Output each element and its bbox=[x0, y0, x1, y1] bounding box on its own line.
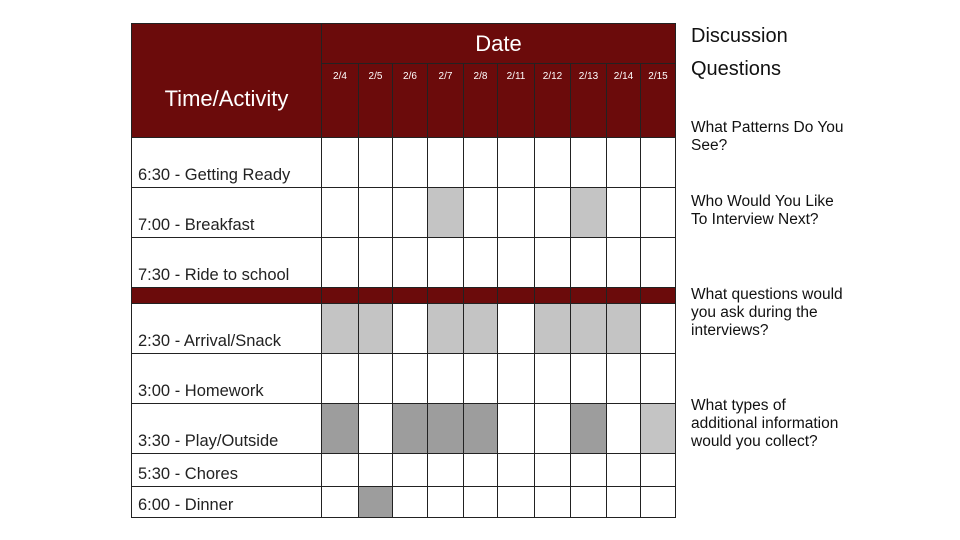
schedule-cell bbox=[607, 138, 641, 188]
schedule-cell bbox=[571, 487, 607, 518]
schedule-cell bbox=[322, 404, 359, 454]
schedule-cell bbox=[571, 238, 607, 288]
table-row bbox=[132, 138, 676, 188]
activity-label: 7:00 - Breakfast bbox=[132, 188, 322, 238]
time-activity-header: Time/Activity bbox=[132, 24, 322, 138]
schedule-cell bbox=[359, 487, 393, 518]
schedule-cell bbox=[359, 354, 393, 404]
schedule-cell bbox=[641, 304, 676, 354]
table-row bbox=[132, 487, 676, 518]
separator-cell bbox=[428, 288, 464, 304]
question-item: Who Would You Like To Interview Next? bbox=[691, 193, 834, 228]
schedule-cell bbox=[393, 354, 428, 404]
separator-cell bbox=[607, 288, 641, 304]
schedule-cell bbox=[322, 454, 359, 487]
schedule-cell bbox=[641, 188, 676, 238]
schedule-cell bbox=[607, 188, 641, 238]
schedule-cell bbox=[428, 138, 464, 188]
schedule-cell bbox=[322, 188, 359, 238]
schedule-cell bbox=[393, 138, 428, 188]
discussion-title-line-2: Questions bbox=[691, 58, 782, 80]
date-column-header: 2/14 bbox=[607, 64, 641, 138]
schedule-cell bbox=[607, 404, 641, 454]
schedule-cell bbox=[359, 238, 393, 288]
schedule-cell bbox=[498, 454, 535, 487]
schedule-cell bbox=[641, 487, 676, 518]
date-column-header: 2/5 bbox=[359, 64, 393, 138]
schedule-cell bbox=[322, 138, 359, 188]
schedule-cell bbox=[571, 454, 607, 487]
schedule-cell bbox=[464, 454, 498, 487]
schedule-cell bbox=[322, 487, 359, 518]
schedule-cell bbox=[535, 454, 571, 487]
schedule-cell bbox=[428, 354, 464, 404]
table-row bbox=[132, 188, 676, 238]
date-column-header: 2/4 bbox=[322, 64, 359, 138]
separator-cell bbox=[571, 288, 607, 304]
schedule-cell bbox=[464, 354, 498, 404]
date-column-header: 2/13 bbox=[571, 64, 607, 138]
schedule-cell bbox=[498, 487, 535, 518]
schedule-cell bbox=[428, 454, 464, 487]
schedule-cell bbox=[498, 138, 535, 188]
schedule-cell bbox=[498, 304, 535, 354]
schedule-cell bbox=[359, 304, 393, 354]
schedule-cell bbox=[393, 454, 428, 487]
schedule-cell bbox=[464, 304, 498, 354]
schedule-cell bbox=[464, 487, 498, 518]
table-row bbox=[132, 238, 676, 288]
schedule-cell bbox=[359, 188, 393, 238]
schedule-cell bbox=[359, 138, 393, 188]
date-column-header: 2/12 bbox=[535, 64, 571, 138]
schedule-cell bbox=[607, 304, 641, 354]
separator-cell bbox=[535, 288, 571, 304]
schedule-cell bbox=[535, 404, 571, 454]
schedule-cell bbox=[498, 354, 535, 404]
schedule-cell bbox=[393, 304, 428, 354]
schedule-cell bbox=[322, 354, 359, 404]
schedule-cell bbox=[571, 138, 607, 188]
schedule-cell bbox=[359, 454, 393, 487]
separator-cell bbox=[322, 288, 359, 304]
schedule-cell bbox=[535, 304, 571, 354]
schedule-cell bbox=[322, 304, 359, 354]
schedule-cell bbox=[464, 188, 498, 238]
schedule-cell bbox=[535, 138, 571, 188]
schedule-cell bbox=[535, 487, 571, 518]
activity-label: 7:30 - Ride to school bbox=[132, 238, 322, 288]
schedule-cell bbox=[571, 304, 607, 354]
schedule-cell bbox=[535, 188, 571, 238]
schedule-cell bbox=[607, 454, 641, 487]
date-column-header: 2/15 bbox=[641, 64, 676, 138]
activity-date-table bbox=[131, 23, 676, 518]
table-row bbox=[132, 404, 676, 454]
question-item: What types of additional information would you collect? bbox=[691, 397, 839, 450]
activity-label: 5:30 - Chores bbox=[132, 454, 322, 487]
discussion-title-line-1: Discussion bbox=[691, 25, 788, 47]
schedule-cell bbox=[571, 354, 607, 404]
activity-label: 6:00 - Dinner bbox=[132, 487, 322, 518]
schedule-cell bbox=[535, 354, 571, 404]
date-column-header: 2/7 bbox=[428, 64, 464, 138]
date-column-header: 2/8 bbox=[464, 64, 498, 138]
schedule-cell bbox=[498, 188, 535, 238]
table-row bbox=[132, 454, 676, 487]
schedule-cell bbox=[498, 238, 535, 288]
schedule-cell bbox=[535, 238, 571, 288]
schedule-cell bbox=[607, 238, 641, 288]
schedule-cell bbox=[428, 188, 464, 238]
schedule-cell bbox=[498, 404, 535, 454]
schedule-cell bbox=[641, 354, 676, 404]
schedule-cell bbox=[428, 238, 464, 288]
separator-cell bbox=[359, 288, 393, 304]
schedule-cell bbox=[393, 487, 428, 518]
schedule-cell bbox=[641, 138, 676, 188]
separator-cell bbox=[132, 288, 322, 304]
schedule-cell bbox=[464, 138, 498, 188]
schedule-cell bbox=[428, 404, 464, 454]
separator-cell bbox=[393, 288, 428, 304]
schedule-cell bbox=[428, 304, 464, 354]
activity-label: 3:30 - Play/Outside bbox=[132, 404, 322, 454]
schedule-cell bbox=[641, 238, 676, 288]
activity-label: 6:30 - Getting Ready bbox=[132, 138, 322, 188]
separator-cell bbox=[464, 288, 498, 304]
activity-label: 2:30 - Arrival/Snack bbox=[132, 304, 322, 354]
schedule-cell bbox=[359, 404, 393, 454]
schedule-cell bbox=[428, 487, 464, 518]
separator-cell bbox=[498, 288, 535, 304]
date-column-header: 2/11 bbox=[498, 64, 535, 138]
question-item: What questions would you ask during the interviews? bbox=[691, 286, 843, 339]
separator-cell bbox=[641, 288, 676, 304]
date-column-header: 2/6 bbox=[393, 64, 428, 138]
table-row bbox=[132, 354, 676, 404]
schedule-cell bbox=[571, 404, 607, 454]
schedule-cell bbox=[464, 238, 498, 288]
schedule-cell bbox=[571, 188, 607, 238]
discussion-questions bbox=[691, 20, 861, 450]
schedule-cell bbox=[322, 238, 359, 288]
schedule-cell bbox=[641, 404, 676, 454]
schedule-cell bbox=[393, 188, 428, 238]
table-row bbox=[132, 304, 676, 354]
schedule-cell bbox=[607, 354, 641, 404]
schedule-cell bbox=[641, 454, 676, 487]
question-item: What Patterns Do You See? bbox=[691, 119, 844, 154]
activity-label: 3:00 - Homework bbox=[132, 354, 322, 404]
schedule-cell bbox=[393, 404, 428, 454]
schedule-cell bbox=[464, 404, 498, 454]
section-separator-row bbox=[132, 288, 676, 304]
date-header: Date bbox=[322, 24, 676, 64]
schedule-cell bbox=[393, 238, 428, 288]
schedule-cell bbox=[607, 487, 641, 518]
